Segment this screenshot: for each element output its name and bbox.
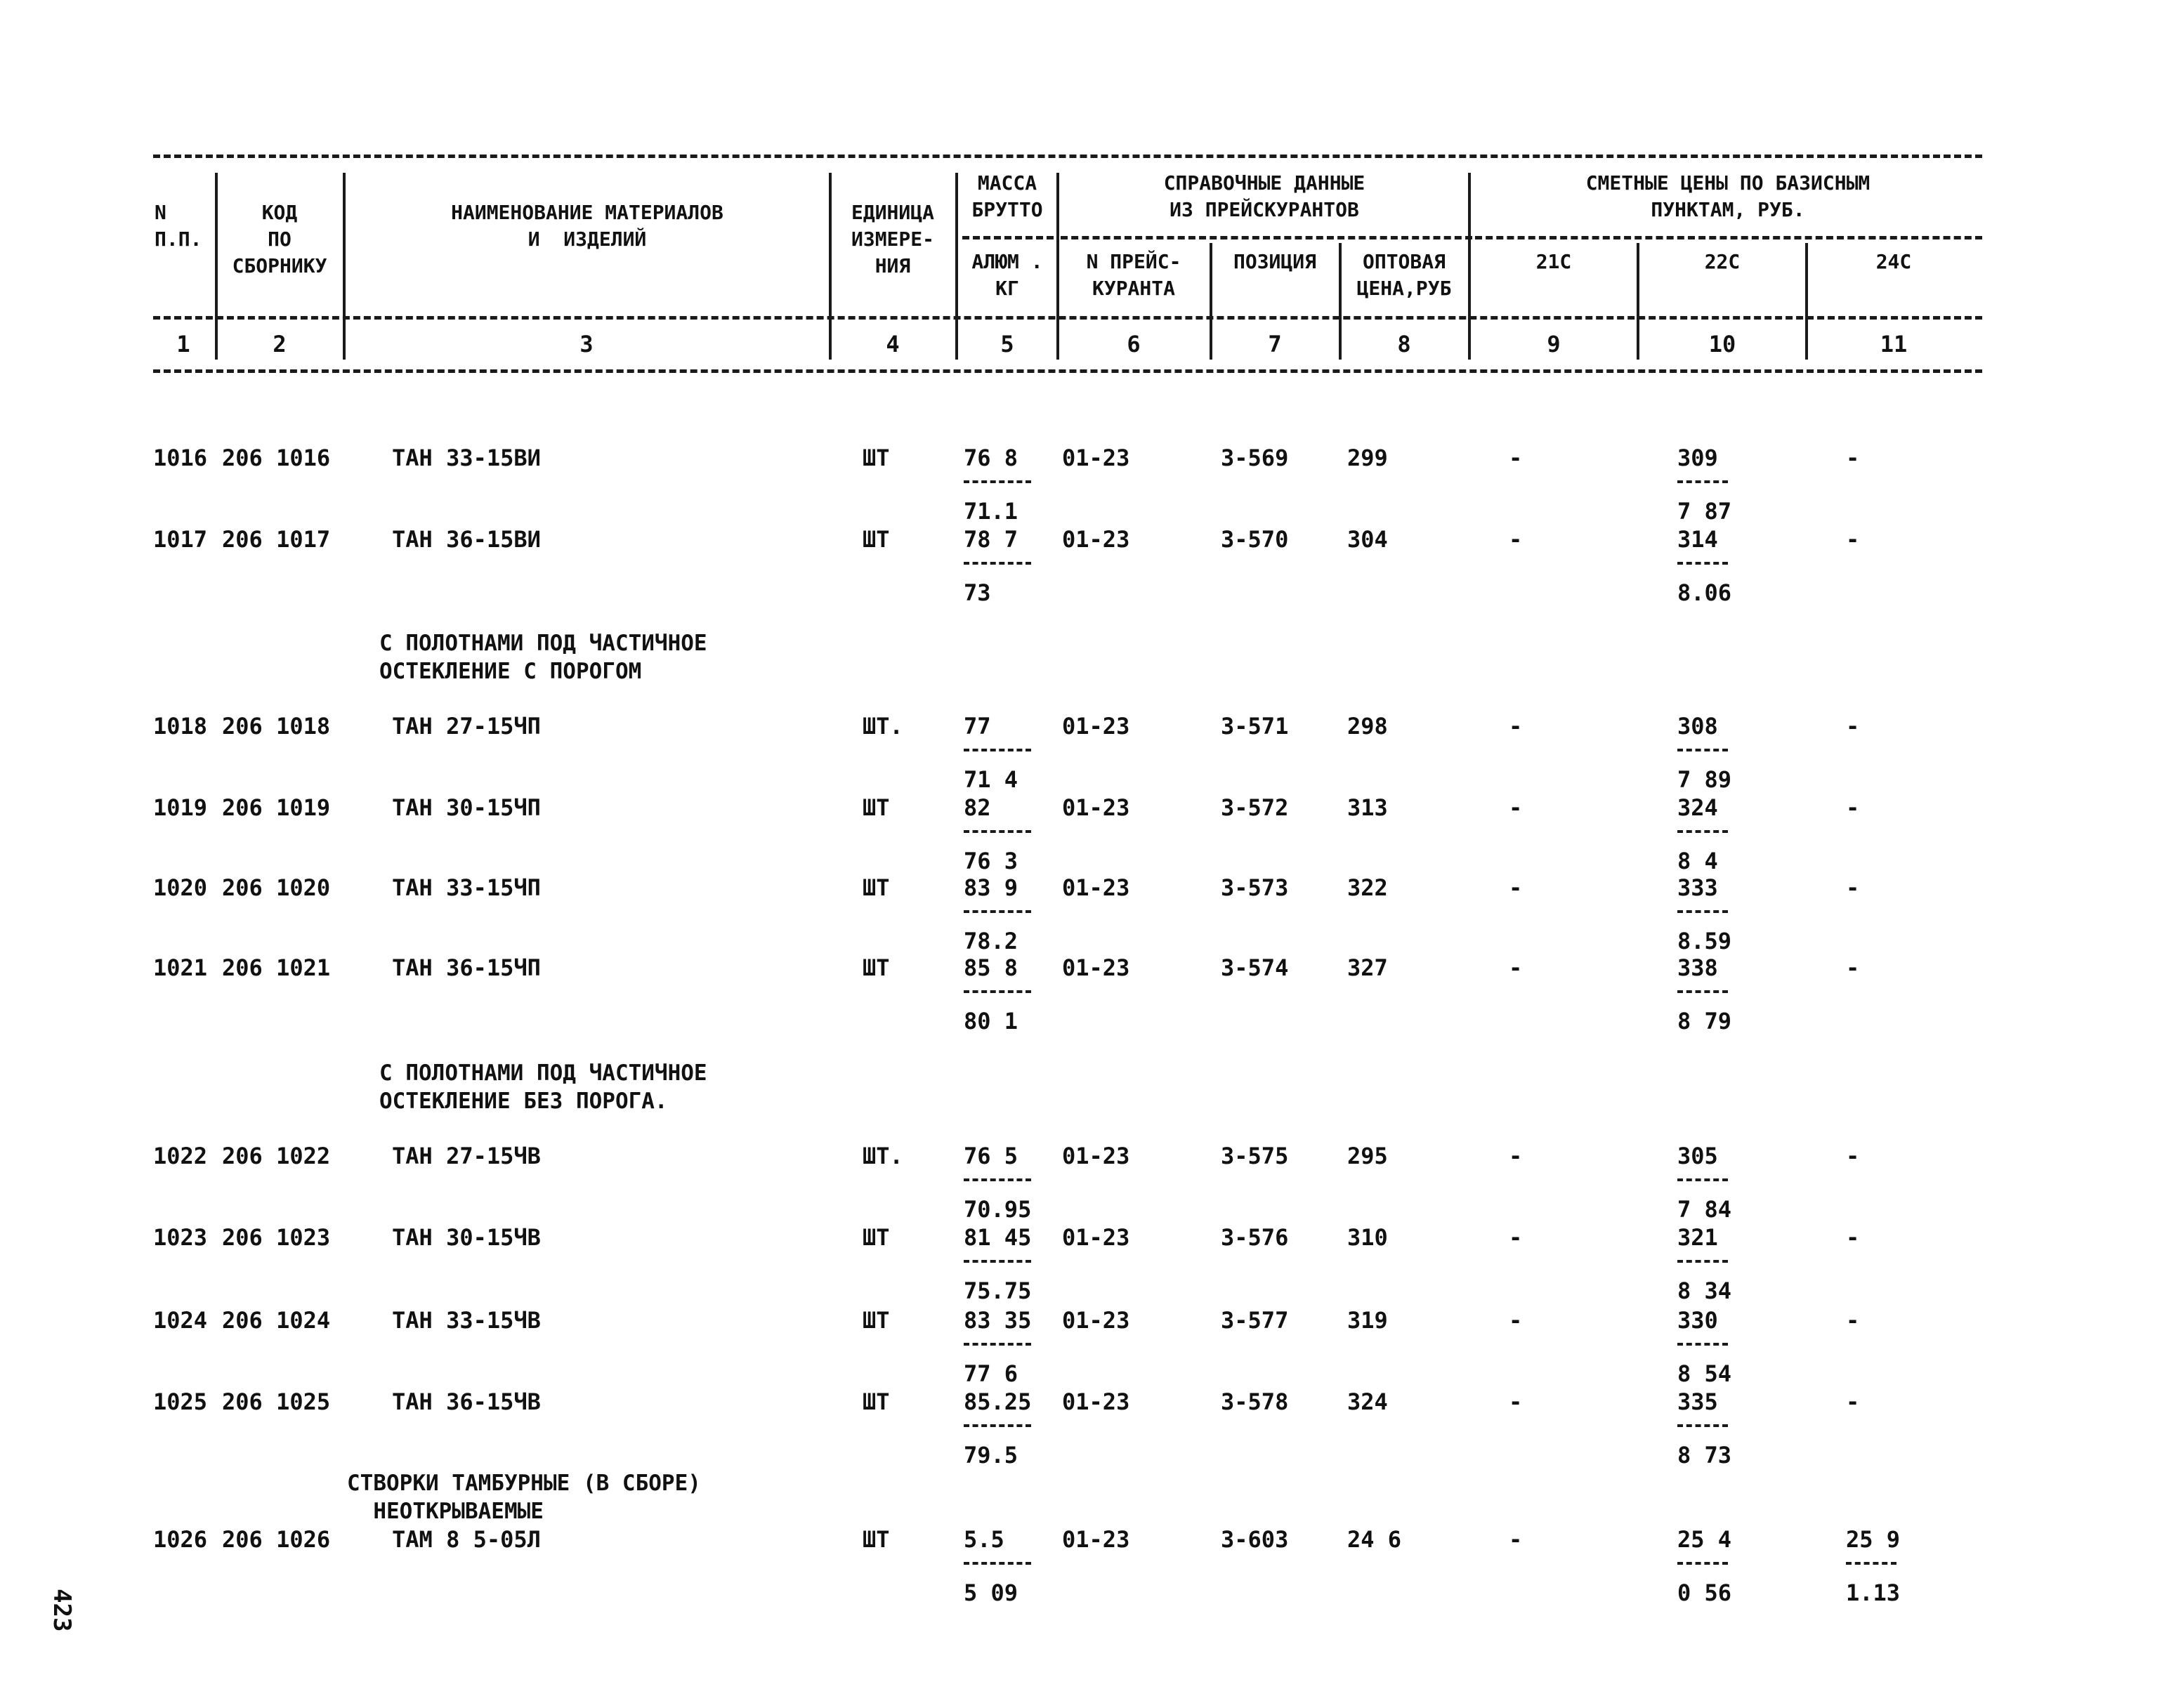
row-position: 3-573 xyxy=(1221,874,1289,901)
row-price-22c: 330 xyxy=(1677,1307,1718,1334)
row-name: ТАН 27-15ЧП xyxy=(392,713,541,740)
row-price-22c: 305 xyxy=(1677,1143,1718,1169)
row-pricelist: 01-23 xyxy=(1062,526,1130,553)
column-number: 1 xyxy=(176,331,190,357)
fraction-line xyxy=(964,830,1031,833)
fraction-line xyxy=(964,1562,1031,1565)
fraction-line xyxy=(964,1178,1031,1181)
row-name: ТАН 30-15ЧВ xyxy=(392,1224,541,1251)
row-code: 206 1026 xyxy=(222,1526,331,1553)
fraction-line xyxy=(1677,562,1728,565)
row-code: 206 1018 xyxy=(222,713,331,740)
column-number: 7 xyxy=(1268,331,1282,357)
section-heading: СТВОРКИ ТАМБУРНЫЕ (В СБОРЕ) НЕОТКРЫВАЕМЫЕ xyxy=(347,1471,701,1524)
row-price-22c-transport: 8.06 xyxy=(1677,579,1732,606)
row-unit: ШТ xyxy=(863,1388,890,1415)
row-price-22c: 321 xyxy=(1677,1224,1718,1251)
row-name: ТАН 27-15ЧВ xyxy=(392,1143,541,1169)
header-mid-rule xyxy=(153,316,1982,320)
column-number: 10 xyxy=(1708,331,1736,357)
column-number: 6 xyxy=(1127,331,1141,357)
row-position: 3-577 xyxy=(1221,1307,1289,1334)
row-position: 3-574 xyxy=(1221,954,1289,981)
row-price-21c: - xyxy=(1509,954,1523,981)
row-price-21c: - xyxy=(1509,1143,1523,1169)
header-price-group: СМЕТНЫЕ ЦЕНЫ ПО БАЗИСНЫМ ПУНКТАМ, РУБ. xyxy=(1585,171,1871,221)
row-number: 1024 xyxy=(153,1307,208,1334)
row-pricelist: 01-23 xyxy=(1062,1526,1130,1553)
header-col11: 24С xyxy=(1875,250,1912,273)
row-number: 1016 xyxy=(153,445,208,471)
row-unit: ШТ xyxy=(863,445,890,471)
row-pricelist: 01-23 xyxy=(1062,954,1130,981)
header-col2: КОД ПО СБОРНИКУ xyxy=(232,201,327,277)
row-number: 1023 xyxy=(153,1224,208,1251)
row-name: ТАН 36-15ВИ xyxy=(392,526,541,553)
fraction-line xyxy=(964,480,1031,483)
fraction-line xyxy=(964,990,1031,993)
row-mass-aluminium: 5 09 xyxy=(964,1579,1018,1606)
row-mass: 85 8 xyxy=(964,954,1018,981)
header-col9: 21С xyxy=(1535,250,1572,273)
fraction-line xyxy=(1677,1178,1728,1181)
fraction-line xyxy=(964,749,1031,751)
col-separator xyxy=(1637,243,1639,360)
row-number: 1022 xyxy=(153,1143,208,1169)
row-mass-aluminium: 76 3 xyxy=(964,848,1018,874)
row-price-22c: 308 xyxy=(1677,713,1718,740)
row-price-21c: - xyxy=(1509,445,1523,471)
row-wholesale-price: 313 xyxy=(1347,794,1388,821)
row-price-22c-transport: 8 54 xyxy=(1677,1360,1732,1387)
fraction-line xyxy=(1677,749,1728,751)
column-number: 9 xyxy=(1547,331,1561,357)
row-code: 206 1016 xyxy=(222,445,331,471)
row-wholesale-price: 310 xyxy=(1347,1224,1388,1251)
row-mass-aluminium: 70.95 xyxy=(964,1196,1032,1223)
row-mass: 82 xyxy=(964,794,991,821)
column-number: 11 xyxy=(1880,331,1908,357)
fraction-line xyxy=(1677,1343,1728,1346)
row-price-24c: - xyxy=(1846,713,1860,740)
fraction-line xyxy=(1677,990,1728,993)
row-price-22c-transport: 8 4 xyxy=(1677,848,1718,874)
row-wholesale-price: 319 xyxy=(1347,1307,1388,1334)
row-pricelist: 01-23 xyxy=(1062,1388,1130,1415)
row-position: 3-576 xyxy=(1221,1224,1289,1251)
column-number: 4 xyxy=(886,331,900,357)
row-price-22c: 338 xyxy=(1677,954,1718,981)
row-name: ТАМ 8 5-05Л xyxy=(392,1526,541,1553)
row-price-22c-transport: 7 89 xyxy=(1677,766,1732,793)
row-position: 3-570 xyxy=(1221,526,1289,553)
header-col10: 22С xyxy=(1704,250,1741,273)
row-pricelist: 01-23 xyxy=(1062,794,1130,821)
row-mass: 76 8 xyxy=(964,445,1018,471)
row-unit: ШТ xyxy=(863,1526,890,1553)
row-code: 206 1023 xyxy=(222,1224,331,1251)
row-unit: ШТ xyxy=(863,1307,890,1334)
row-price-21c: - xyxy=(1509,1224,1523,1251)
row-mass: 83 35 xyxy=(964,1307,1032,1334)
header-bottom-rule xyxy=(153,369,1982,373)
fraction-line xyxy=(964,1260,1031,1263)
header-top-rule xyxy=(153,155,1982,158)
row-mass: 83 9 xyxy=(964,874,1018,901)
row-mass: 85.25 xyxy=(964,1388,1032,1415)
row-price-22c: 333 xyxy=(1677,874,1718,901)
row-mass: 77 xyxy=(964,713,991,740)
fraction-line xyxy=(1677,1260,1728,1263)
row-price-21c: - xyxy=(1509,794,1523,821)
row-mass-aluminium: 73 xyxy=(964,579,991,606)
header-col1: N П.П. xyxy=(155,201,202,251)
row-number: 1017 xyxy=(153,526,208,553)
row-mass-aluminium: 71.1 xyxy=(964,498,1018,525)
row-code: 206 1019 xyxy=(222,794,331,821)
row-price-22c: 314 xyxy=(1677,526,1718,553)
row-price-24c: - xyxy=(1846,794,1860,821)
row-price-22c-transport: 7 84 xyxy=(1677,1196,1732,1223)
row-price-22c-transport: 8 79 xyxy=(1677,1008,1732,1034)
col-separator xyxy=(1805,243,1808,360)
header-col3: НАИМЕНОВАНИЕ МАТЕРИАЛОВ И ИЗДЕЛИЙ xyxy=(451,201,723,251)
fraction-line xyxy=(1677,480,1728,483)
row-name: ТАН 33-15ЧВ xyxy=(392,1307,541,1334)
row-price-21c: - xyxy=(1509,713,1523,740)
row-mass-aluminium: 77 6 xyxy=(964,1360,1018,1387)
row-price-21c: - xyxy=(1509,526,1523,553)
row-wholesale-price: 322 xyxy=(1347,874,1388,901)
row-wholesale-price: 295 xyxy=(1347,1143,1388,1169)
row-price-24c-transport: 1.13 xyxy=(1846,1579,1901,1606)
header-col5-top: МАССА БРУТТО xyxy=(971,171,1043,221)
row-name: ТАН 36-15ЧП xyxy=(392,954,541,981)
section-heading: С ПОЛОТНАМИ ПОД ЧАСТИЧНОЕ ОСТЕКЛЕНИЕ С ПОРОГОМ xyxy=(379,631,707,684)
row-name: ТАН 33-15ЧП xyxy=(392,874,541,901)
row-code: 206 1021 xyxy=(222,954,331,981)
row-pricelist: 01-23 xyxy=(1062,713,1130,740)
row-pricelist: 01-23 xyxy=(1062,445,1130,471)
column-number: 2 xyxy=(273,331,287,357)
row-price-21c: - xyxy=(1509,1526,1523,1553)
row-pricelist: 01-23 xyxy=(1062,1224,1130,1251)
row-position: 3-572 xyxy=(1221,794,1289,821)
header-col8: ОПТОВАЯ ЦЕНА,РУБ xyxy=(1356,250,1452,300)
row-wholesale-price: 327 xyxy=(1347,954,1388,981)
row-mass-aluminium: 75.75 xyxy=(964,1277,1032,1304)
row-wholesale-price: 299 xyxy=(1347,445,1388,471)
fraction-line xyxy=(1677,1424,1728,1427)
row-code: 206 1020 xyxy=(222,874,331,901)
row-price-24c: - xyxy=(1846,1307,1860,1334)
row-mass: 78 7 xyxy=(964,526,1018,553)
row-price-24c: - xyxy=(1846,1388,1860,1415)
row-mass: 76 5 xyxy=(964,1143,1018,1169)
column-number: 8 xyxy=(1397,331,1411,357)
fraction-line xyxy=(1677,830,1728,833)
row-price-24c: - xyxy=(1846,1224,1860,1251)
row-unit: ШТ xyxy=(863,1224,890,1251)
row-price-24c: - xyxy=(1846,874,1860,901)
row-price-22c: 324 xyxy=(1677,794,1718,821)
row-price-21c: - xyxy=(1509,874,1523,901)
row-number: 1020 xyxy=(153,874,208,901)
row-wholesale-price: 24 6 xyxy=(1347,1526,1402,1553)
row-position: 3-603 xyxy=(1221,1526,1289,1553)
row-price-24c: - xyxy=(1846,1143,1860,1169)
section-heading: С ПОЛОТНАМИ ПОД ЧАСТИЧНОЕ ОСТЕКЛЕНИЕ БЕЗ ПОРОГА. xyxy=(379,1060,707,1114)
header-ref-group: СПРАВОЧНЫЕ ДАННЫЕ ИЗ ПРЕЙСКУРАНТОВ xyxy=(1163,171,1365,221)
row-name: ТАН 33-15ВИ xyxy=(392,445,541,471)
row-mass-aluminium: 80 1 xyxy=(964,1008,1018,1034)
row-pricelist: 01-23 xyxy=(1062,1143,1130,1169)
row-price-24c: 25 9 xyxy=(1846,1526,1901,1553)
row-number: 1026 xyxy=(153,1526,208,1553)
row-unit: ШТ xyxy=(863,874,890,901)
row-number: 1021 xyxy=(153,954,208,981)
fraction-line xyxy=(964,1424,1031,1427)
row-price-22c-transport: 7 87 xyxy=(1677,498,1732,525)
row-mass-aluminium: 71 4 xyxy=(964,766,1018,793)
row-price-24c: - xyxy=(1846,526,1860,553)
page-number: 423 xyxy=(48,1589,76,1632)
row-price-22c-transport: 8.59 xyxy=(1677,928,1732,954)
row-price-24c: - xyxy=(1846,445,1860,471)
column-number: 3 xyxy=(579,331,594,357)
fraction-line xyxy=(964,910,1031,913)
row-name: ТАН 36-15ЧВ xyxy=(392,1388,541,1415)
row-price-22c: 335 xyxy=(1677,1388,1718,1415)
fraction-line xyxy=(964,562,1031,565)
row-mass-aluminium: 78.2 xyxy=(964,928,1018,954)
row-position: 3-569 xyxy=(1221,445,1289,471)
row-pricelist: 01-23 xyxy=(1062,874,1130,901)
row-wholesale-price: 304 xyxy=(1347,526,1388,553)
row-position: 3-578 xyxy=(1221,1388,1289,1415)
row-unit: ШТ xyxy=(863,954,890,981)
row-name: ТАН 30-15ЧП xyxy=(392,794,541,821)
fraction-line xyxy=(1677,1562,1728,1565)
row-price-22c: 309 xyxy=(1677,445,1718,471)
row-unit: ШТ xyxy=(863,526,890,553)
fraction-line xyxy=(1677,910,1728,913)
row-code: 206 1022 xyxy=(222,1143,331,1169)
row-pricelist: 01-23 xyxy=(1062,1307,1130,1334)
mass-rule xyxy=(962,236,1054,239)
row-number: 1025 xyxy=(153,1388,208,1415)
header-col5-bottom: АЛЮМ . КГ xyxy=(971,250,1043,300)
row-position: 3-575 xyxy=(1221,1143,1289,1169)
row-price-22c-transport: 8 73 xyxy=(1677,1442,1732,1469)
row-price-22c-transport: 8 34 xyxy=(1677,1277,1732,1304)
row-wholesale-price: 324 xyxy=(1347,1388,1388,1415)
col-separator xyxy=(1468,173,1471,360)
row-unit: ШТ. xyxy=(863,713,903,740)
row-unit: ШТ. xyxy=(863,1143,903,1169)
row-mass: 5.5 xyxy=(964,1526,1004,1553)
fraction-line xyxy=(964,1343,1031,1346)
row-code: 206 1025 xyxy=(222,1388,331,1415)
row-mass-aluminium: 79.5 xyxy=(964,1442,1018,1469)
row-mass: 81 45 xyxy=(964,1224,1032,1251)
row-wholesale-price: 298 xyxy=(1347,713,1388,740)
row-price-21c: - xyxy=(1509,1307,1523,1334)
row-unit: ШТ xyxy=(863,794,890,821)
price-group-rule xyxy=(1475,236,1982,239)
row-number: 1018 xyxy=(153,713,208,740)
row-price-22c-transport: 0 56 xyxy=(1677,1579,1732,1606)
column-number: 5 xyxy=(1000,331,1014,357)
header-col4: ЕДИНИЦА ИЗМЕРЕ- НИЯ xyxy=(851,201,934,277)
ref-group-rule xyxy=(1061,236,1472,239)
row-number: 1019 xyxy=(153,794,208,821)
header-col6: N ПРЕЙС- КУРАНТА xyxy=(1086,250,1181,300)
row-code: 206 1017 xyxy=(222,526,331,553)
row-price-24c: - xyxy=(1846,954,1860,981)
header-col7: ПОЗИЦИЯ xyxy=(1233,250,1316,273)
row-position: 3-571 xyxy=(1221,713,1289,740)
fraction-line xyxy=(1846,1562,1896,1565)
row-code: 206 1024 xyxy=(222,1307,331,1334)
row-price-21c: - xyxy=(1509,1388,1523,1415)
row-price-22c: 25 4 xyxy=(1677,1526,1732,1553)
